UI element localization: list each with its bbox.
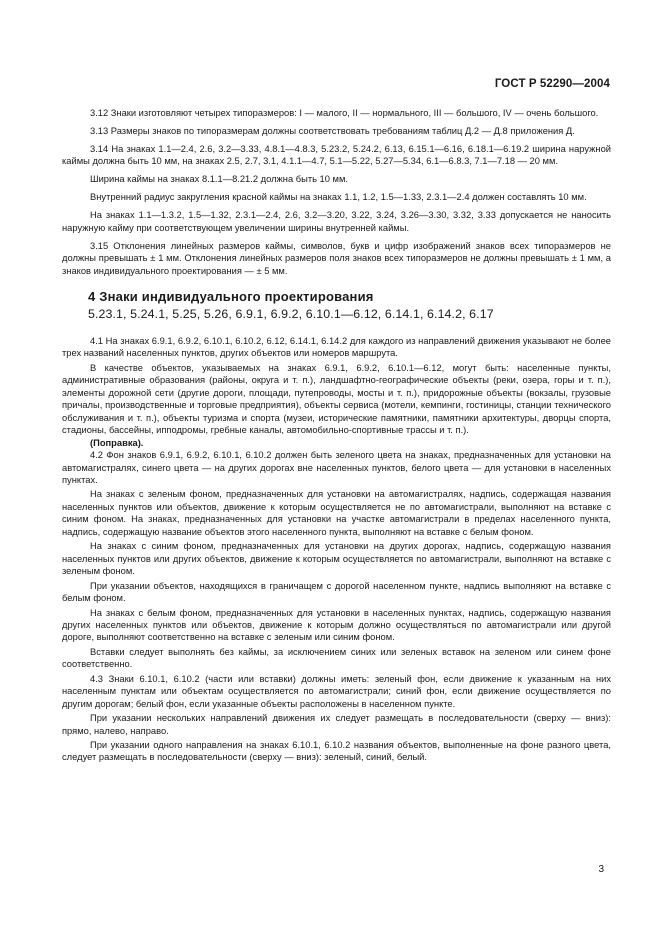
page-number: 3	[598, 864, 604, 875]
paragraph-4-2: 4.2 Фон знаков 6.9.1, 6.9.2, 6.10.1, 6.10.2 должен быть зеленого цвета на знаках, предназначенных для установки на автомагистралях, синего цвета — на других дорогах вне населенных пунктов, белого цвета — для установки в населенных пунктах.	[62, 450, 611, 485]
paragraph-border-width: Ширина каймы на знаках 8.1.1—8.21.2 должна быть 10 мм.	[90, 174, 348, 185]
paragraph-4-3: 4.3 Знаки 6.10.1, 6.10.2 (части или вставки) должны иметь: зеленый фон, если движение к указанным на них населенным пунктам или объектам осуществляется по автомагистрали; синий фон, если движение осуществляется по другим дорогам; белый фон, если указанные объекты расположены в населенном пункте.	[62, 673, 611, 709]
paragraph-3-14: 3.14 На знаках 1.1—2.4, 2.6, 3.2—3.33, 4.8.1—4.8.3, 5.23.2, 5.24.2, 6.13, 6.15.1—6.16, 6.18.1—6.19.2 ширина наружной каймы должна быть 10 мм, на знаках 2.5, 2.7, 3.1, 4.1.1—4.7, 5.1—5.22, 5.27—5.34, 6.1—6.8.3, 7.1—7.18 — 20 мм.	[62, 143, 611, 167]
paragraph-4-1: 4.1 На знаках 6.9.1, 6.9.2, 6.10.1, 6.10.2, 6.12, 6.14.1, 6.14.2 для каждого из направлений движения указывают не более трех названий населенных пунктов, других объектов или номеров маршрута.	[62, 335, 611, 359]
section-title: 4 Знаки индивидуального проектирования	[88, 288, 374, 304]
paragraph-inserts: Вставки следует выполнять без каймы, за исключением синих или зеленых вставок на зеленом или синем фоне соответственно.	[62, 646, 611, 670]
paragraph-color-order: При указании одного направления на знаках 6.10.1, 6.10.2 названия объектов, выполненные на фоне разного цвета, следует размещать в последовательности (сверху — вниз): зеленый, синий, белый.	[62, 740, 611, 763]
page-body	[62, 107, 611, 764]
paragraph-3-13: 3.13 Размеры знаков по типоразмерам должны соответствовать требованиям таблиц Д.2 — Д.8 приложения Д.	[90, 125, 575, 136]
paragraph-adjacent-settlement: При указании объектов, находящихся в граничащем с дорогой населенном пункте, надпись выполняют на вставке с белым фоном.	[62, 580, 611, 604]
paragraph-direction-order: При указании нескольких направлений движения их следует размещать в последовательности (сверху — вниз): прямо, налево, направо.	[62, 713, 611, 736]
paragraph-inner-radius: Внутренний радиус закругления красной каймы на знаках 1.1, 1.2, 1.5—1.33, 2.3.1—2.4 должен составлять 10 мм.	[90, 192, 587, 203]
paragraph-objects: В качестве объектов, указываемых на знаках 6.9.1, 6.9.2, 6.10.1—6.12, могут быть: населенные пункты, административные образования (районы, округа и т. п.), ландшафтно-географические объекты (реки, озера, горы и т. п.), элементы дорожной сети (другие дороги, площади, путепроводы, мосты и т. п.), придорожные объекты (вокзалы, грузовые причалы, производственные и торговые предприятия), объекты сервиса (мотели, кемпинги, гостиницы, станции технического обслуживания и т. п.), объекты туризма и спорта (музеи, исторические памятники, памятники архитектуры, дворцы спорта, стадионы, бассейны, ипподромы, гребные каналы, автомобильно-спортивные трассы и т. п.).	[62, 362, 611, 436]
paragraph-white-background: На знаках с белым фоном, предназначенных для установки в населенных пунктах, надпись, содержащую названия других населенных пунктов или объектов, движение к которым должно осуществляться по автомагистрали или другой дороге, выполняют соответственно на вставке с зеленым или синим фоном.	[62, 607, 611, 643]
document-code-header: ГОСТ Р 52290—2004	[494, 78, 610, 90]
paragraph-green-background: На знаках с зеленым фоном, предназначенных для установки на автомагистралях, надпись, содержащая названия населенных пунктов или объектов, движение к которым осуществляется не по автомагистрали, выполняют на вставке с синим фоном. На знаках, предназначенных для установки на участке автомагистрали в пределах населенного пункта, надпись, содержащую название объектов этого населенного пункта, выполняют на вставке с белым фоном.	[62, 489, 611, 537]
section-sign-list: 5.23.1, 5.24.1, 5.25, 5.26, 6.9.1, 6.9.2, 6.10.1—6.12, 6.14.1, 6.14.2, 6.17	[88, 306, 494, 321]
paragraph-3-15: 3.15 Отклонения линейных размеров каймы, символов, букв и цифр изображений знаков всех типоразмеров не должны превышать ± 1 мм. Отклонения линейных размеров поля знаков всех типоразмеров не должны превышать ± 1 мм, а знаков индивидуального проектирования — ± 5 мм.	[62, 240, 611, 276]
paragraph-blue-background: На знаках с синим фоном, предназначенных для установки на других дорогах, надпись, содержащую названия населенных пунктов или других объектов, движение к которым осуществляется по автомагистрали, выполняют на вставке с зеленым фоном.	[62, 541, 611, 577]
amendment-note: (Поправка).	[90, 437, 144, 448]
paragraph-outer-border: На знаках 1.1—1.3.2, 1.5—1.32, 2.3.1—2.4, 2.6, 3.2—3.20, 3.22, 3.24, 3.26—3.30, 3.32, 3.33 допускается не наносить наружную кайму при соответствующем увеличении ширины внутренней каймы.	[62, 210, 611, 233]
paragraph-3-12: 3.12 Знаки изготовляют четырех типоразмеров: I — малого, II — нормального, III — большого, IV — очень большого.	[90, 108, 599, 118]
